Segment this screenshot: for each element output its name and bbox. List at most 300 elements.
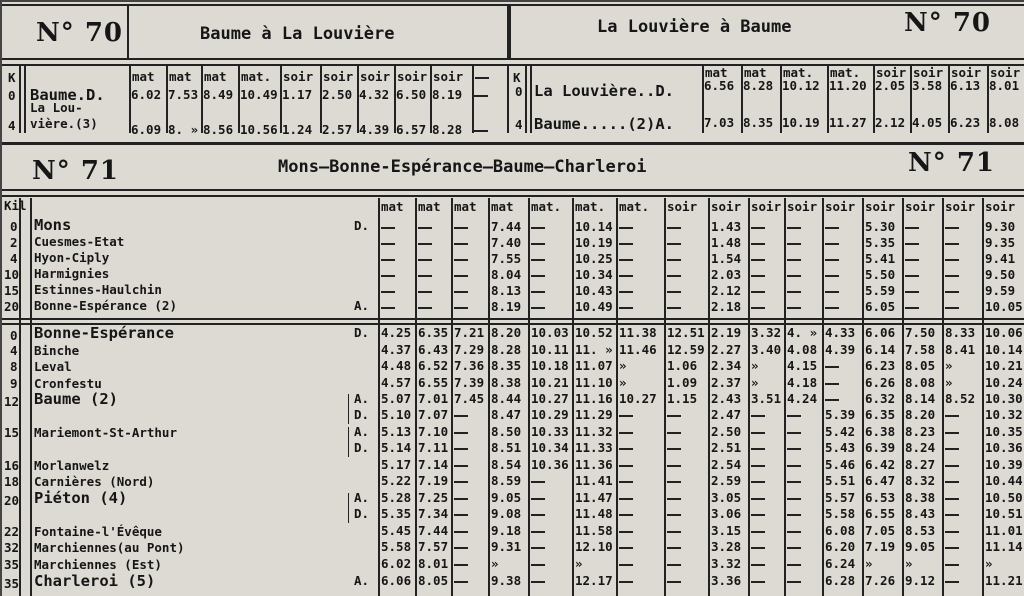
- time-cell: [381, 237, 395, 250]
- time-cell: [787, 253, 801, 266]
- time-cell: 9.18: [491, 523, 522, 538]
- time-cell: [751, 301, 765, 314]
- time-cell: [825, 269, 839, 282]
- time-cell: 1.06: [667, 358, 698, 373]
- time-cell: 5.17: [381, 457, 412, 472]
- time-cell: 10.33: [531, 424, 569, 439]
- time-cell: 12.17: [575, 573, 613, 588]
- time-cell: »: [985, 556, 993, 571]
- time-cell: [905, 221, 919, 234]
- time-cell: [787, 409, 801, 422]
- column-rule: [415, 198, 417, 596]
- km-marker: 20: [4, 493, 20, 508]
- time-cell: [418, 221, 432, 234]
- column-header: soir: [360, 69, 391, 84]
- time-cell: 2.34: [711, 358, 742, 373]
- column-header: soir: [787, 199, 818, 214]
- time-cell: 2.43: [711, 391, 742, 406]
- time-cell: 3.58: [912, 78, 943, 93]
- column-header: mat: [381, 199, 404, 214]
- column-header: mat: [744, 65, 767, 80]
- column-header: soir: [905, 199, 936, 214]
- table-70-number-left: N° 70: [36, 18, 123, 48]
- column-header: mat: [454, 199, 477, 214]
- time-cell: [531, 221, 545, 234]
- time-cell: »: [619, 375, 627, 390]
- time-cell: [531, 269, 545, 282]
- time-cell: 5.41: [865, 251, 896, 266]
- time-cell: [667, 409, 681, 422]
- time-cell: »: [865, 556, 873, 571]
- time-cell: 2.18: [711, 299, 742, 314]
- column-rule: [822, 198, 824, 596]
- station-name: Cronfestu: [34, 376, 102, 391]
- station-name: Harmignies: [34, 266, 110, 281]
- column-header: soir: [397, 69, 428, 84]
- time-cell: 7.57: [418, 539, 449, 554]
- time-cell: [531, 575, 545, 588]
- time-cell: 5.28: [381, 490, 412, 505]
- time-cell: 9.59: [985, 283, 1016, 298]
- time-cell: 5.35: [865, 235, 896, 250]
- time-cell: 8.19: [432, 87, 463, 102]
- time-cell: 6.38: [865, 424, 896, 439]
- time-cell: [667, 237, 681, 250]
- time-cell: [418, 237, 432, 250]
- column-header: soir: [433, 69, 464, 84]
- time-cell: [945, 301, 959, 314]
- time-cell: 5.35: [381, 506, 412, 521]
- table-70-route-right: La Louvière à Baume: [597, 17, 792, 37]
- time-cell: [454, 221, 468, 234]
- time-cell: 7.19: [865, 539, 896, 554]
- time-cell: 11.29: [575, 407, 613, 422]
- station-name: vière.(3): [30, 116, 98, 131]
- time-cell: [531, 301, 545, 314]
- time-cell: »: [905, 556, 913, 571]
- time-cell: 8.19: [491, 299, 522, 314]
- time-cell: [945, 285, 959, 298]
- time-cell: 5.59: [865, 283, 896, 298]
- time-cell: [787, 541, 801, 554]
- column-rule: [616, 198, 618, 596]
- station-name: Binche: [34, 343, 80, 358]
- time-cell: [619, 525, 633, 538]
- time-cell: [619, 253, 633, 266]
- time-cell: 4.37: [381, 342, 412, 357]
- time-cell: [454, 459, 468, 472]
- time-cell: 11.33: [575, 440, 613, 455]
- time-cell: 8.33: [945, 325, 976, 340]
- column-header: mat: [169, 69, 192, 84]
- time-cell: [619, 285, 633, 298]
- time-cell: 8.08: [905, 375, 936, 390]
- time-cell: [619, 301, 633, 314]
- time-cell: 6.39: [865, 440, 896, 455]
- time-cell: 3.06: [711, 506, 742, 521]
- time-cell: 6.50: [396, 87, 427, 102]
- time-cell: 8.56: [203, 122, 234, 137]
- column-header: mat.: [241, 69, 272, 84]
- time-cell: 7.36: [454, 358, 485, 373]
- time-cell: »: [751, 358, 759, 373]
- column-header: mat: [418, 199, 441, 214]
- column-header: soir: [323, 69, 354, 84]
- time-cell: [787, 475, 801, 488]
- time-cell: 8.04: [491, 267, 522, 282]
- time-cell: 8.51: [491, 440, 522, 455]
- station-name: Baume.D.: [30, 86, 105, 104]
- time-cell: [667, 285, 681, 298]
- time-cell: 11. »: [575, 342, 613, 357]
- time-cell: [945, 221, 959, 234]
- column-header: soir: [283, 69, 314, 84]
- time-cell: 9.50: [985, 267, 1016, 282]
- time-cell: [751, 426, 765, 439]
- time-cell: 6.13: [950, 78, 981, 93]
- time-cell: 11.32: [575, 424, 613, 439]
- time-cell: [418, 285, 432, 298]
- time-cell: 10.39: [985, 457, 1023, 472]
- time-cell: 8.01: [418, 556, 449, 571]
- time-cell: [667, 575, 681, 588]
- time-cell: [751, 459, 765, 472]
- column-rule: [525, 65, 527, 133]
- time-cell: 1.15: [667, 391, 698, 406]
- column-header: [475, 71, 489, 84]
- time-cell: 6.06: [381, 573, 412, 588]
- time-cell: [751, 541, 765, 554]
- column-header: soir: [865, 199, 896, 214]
- time-cell: [454, 541, 468, 554]
- time-cell: 6.32: [865, 391, 896, 406]
- time-cell: 8.35: [743, 115, 774, 130]
- station-name: La Louvière..D.: [534, 82, 674, 100]
- time-cell: 7.21: [454, 325, 485, 340]
- time-cell: [619, 426, 633, 439]
- row-rule: [2, 318, 1024, 320]
- time-cell: 8.54: [491, 457, 522, 472]
- column-header: soir: [985, 199, 1016, 214]
- column-header: mat.: [783, 65, 814, 80]
- arrival-departure-mark: A.: [354, 424, 370, 439]
- time-cell: 9.35: [985, 235, 1016, 250]
- time-cell: [667, 492, 681, 505]
- time-cell: 7.50: [905, 325, 936, 340]
- time-cell: [905, 237, 919, 250]
- time-cell: 10.30: [985, 391, 1023, 406]
- time-cell: [751, 475, 765, 488]
- time-cell: 2.50: [711, 424, 742, 439]
- time-cell: 8.35: [491, 358, 522, 373]
- time-cell: 9.08: [491, 506, 522, 521]
- time-cell: 7.34: [418, 506, 449, 521]
- time-cell: [787, 237, 801, 250]
- time-cell: 10.25: [575, 251, 613, 266]
- time-cell: 2.37: [711, 375, 742, 390]
- column-rule: [664, 198, 666, 596]
- time-cell: [474, 89, 488, 102]
- time-cell: 11.21: [985, 573, 1023, 588]
- time-cell: [619, 221, 633, 234]
- time-cell: 2.27: [711, 342, 742, 357]
- time-cell: [454, 558, 468, 571]
- time-cell: 4.08: [787, 342, 818, 357]
- time-cell: 7.40: [491, 235, 522, 250]
- column-header: soir: [913, 65, 944, 80]
- km-marker: 9: [10, 376, 18, 391]
- time-cell: 8.05: [905, 358, 936, 373]
- time-cell: 6.24: [825, 556, 856, 571]
- time-cell: [751, 492, 765, 505]
- time-cell: 11.58: [575, 523, 613, 538]
- time-cell: [945, 409, 959, 422]
- time-cell: 11.16: [575, 391, 613, 406]
- time-cell: 11.48: [575, 506, 613, 521]
- time-cell: 9.30: [985, 219, 1016, 234]
- time-cell: [945, 475, 959, 488]
- time-cell: 2.54: [711, 457, 742, 472]
- time-cell: [667, 301, 681, 314]
- time-cell: 8.32: [905, 473, 936, 488]
- time-cell: 6.53: [865, 490, 896, 505]
- time-cell: [945, 525, 959, 538]
- time-cell: 5.43: [825, 440, 856, 455]
- arrival-departure-mark: D.: [354, 218, 370, 233]
- table-71-number-left: N° 71: [32, 156, 119, 186]
- time-cell: [787, 508, 801, 521]
- km-marker: 15: [4, 283, 20, 298]
- time-cell: 6.52: [418, 358, 449, 373]
- time-cell: 5.58: [825, 506, 856, 521]
- time-cell: [751, 237, 765, 250]
- time-cell: »: [751, 375, 759, 390]
- time-cell: 8.52: [945, 391, 976, 406]
- time-cell: 5.07: [381, 391, 412, 406]
- time-cell: [667, 269, 681, 282]
- time-cell: [667, 442, 681, 455]
- time-cell: [418, 301, 432, 314]
- time-cell: [454, 409, 468, 422]
- time-cell: [531, 253, 545, 266]
- time-cell: 10.35: [985, 424, 1023, 439]
- time-cell: 6.56: [704, 78, 735, 93]
- time-cell: 1.43: [711, 219, 742, 234]
- time-cell: 6.43: [418, 342, 449, 357]
- time-cell: 6.35: [865, 407, 896, 422]
- time-cell: [454, 237, 468, 250]
- column-rule: [530, 65, 532, 133]
- time-cell: 1.09: [667, 375, 698, 390]
- time-cell: [454, 492, 468, 505]
- time-cell: 10.49: [240, 87, 278, 102]
- time-cell: 8.47: [491, 407, 522, 422]
- time-cell: [531, 475, 545, 488]
- arrival-departure-mark: A.: [354, 298, 370, 313]
- km-marker: 4: [8, 118, 16, 133]
- km-marker: 35: [4, 576, 20, 591]
- time-cell: 10.24: [985, 375, 1023, 390]
- time-cell: 11.01: [985, 523, 1023, 538]
- time-cell: 3.28: [711, 539, 742, 554]
- time-cell: [787, 426, 801, 439]
- time-cell: [619, 442, 633, 455]
- rule: [2, 195, 1024, 197]
- km-marker: 22: [4, 524, 20, 539]
- time-cell: [751, 575, 765, 588]
- time-cell: 2.03: [711, 267, 742, 282]
- time-cell: [454, 525, 468, 538]
- time-cell: [619, 269, 633, 282]
- time-cell: [751, 221, 765, 234]
- time-cell: 7.29: [454, 342, 485, 357]
- time-cell: 10.34: [531, 440, 569, 455]
- time-cell: 9.05: [905, 539, 936, 554]
- time-cell: [751, 558, 765, 571]
- k-label: K: [513, 70, 521, 85]
- time-cell: 1.54: [711, 251, 742, 266]
- time-cell: [454, 475, 468, 488]
- time-cell: 8.28: [432, 122, 463, 137]
- station-name: Mons: [34, 216, 72, 234]
- time-cell: 8.24: [905, 440, 936, 455]
- time-cell: [787, 459, 801, 472]
- time-cell: 5.13: [381, 424, 412, 439]
- time-cell: [825, 237, 839, 250]
- time-cell: 6.02: [381, 556, 412, 571]
- time-cell: [751, 285, 765, 298]
- time-cell: 5.45: [381, 523, 412, 538]
- time-cell: 6.42: [865, 457, 896, 472]
- time-cell: 6.35: [418, 325, 449, 340]
- time-cell: 7.58: [905, 342, 936, 357]
- station-name: La Lou-: [30, 100, 83, 115]
- time-cell: 8.13: [491, 283, 522, 298]
- time-cell: 3.51: [751, 391, 782, 406]
- time-cell: [619, 409, 633, 422]
- time-cell: [531, 237, 545, 250]
- arrival-departure-mark: A.: [354, 490, 370, 505]
- column-rule: [862, 198, 864, 596]
- top-border: [2, 4, 1024, 6]
- time-cell: 5.51: [825, 473, 856, 488]
- kil-label: Kil: [4, 198, 27, 213]
- km-marker: 4: [10, 251, 18, 266]
- column-rule: [451, 198, 453, 596]
- time-cell: 7.26: [865, 573, 896, 588]
- time-cell: 10.50: [985, 490, 1023, 505]
- time-cell: 5.10: [381, 407, 412, 422]
- column-header: mat.: [531, 199, 562, 214]
- divider: [507, 6, 511, 58]
- arrival-departure-mark: D.: [354, 440, 370, 455]
- time-cell: 10.56: [240, 122, 278, 137]
- time-cell: »: [945, 375, 953, 390]
- time-cell: 2.51: [711, 440, 742, 455]
- time-cell: [825, 285, 839, 298]
- time-cell: 1.24: [282, 122, 313, 137]
- time-cell: [825, 377, 839, 390]
- time-cell: 9.38: [491, 573, 522, 588]
- time-cell: [531, 558, 545, 571]
- table-71-route: Mons—Bonne-Espérance—Baume—Charleroi: [278, 157, 647, 177]
- time-cell: 4.39: [825, 342, 856, 357]
- time-cell: 6.23: [950, 115, 981, 130]
- station-name: Piéton (4): [34, 489, 128, 507]
- time-cell: 9.41: [985, 251, 1016, 266]
- time-cell: [945, 459, 959, 472]
- time-cell: 7.10: [418, 424, 449, 439]
- time-cell: 10.44: [985, 473, 1023, 488]
- km-marker: 15: [4, 425, 20, 440]
- time-cell: 6.09: [131, 122, 162, 137]
- time-cell: [619, 541, 633, 554]
- time-cell: 4.05: [912, 115, 943, 130]
- column-header: soir: [876, 65, 907, 80]
- time-cell: 5.30: [865, 219, 896, 234]
- time-cell: 2.12: [875, 115, 906, 130]
- km-marker: 35: [4, 557, 20, 572]
- km-marker: 16: [4, 458, 20, 473]
- time-cell: 8.38: [905, 490, 936, 505]
- time-cell: 6.23: [865, 358, 896, 373]
- time-cell: [454, 285, 468, 298]
- time-cell: 5.42: [825, 424, 856, 439]
- station-name: Cuesmes-Etat: [34, 234, 125, 249]
- time-cell: »: [491, 556, 499, 571]
- time-cell: 8.28: [743, 78, 774, 93]
- km-marker: 20: [4, 299, 20, 314]
- time-cell: 7.45: [454, 391, 485, 406]
- column-rule: [748, 198, 750, 596]
- time-cell: 8.59: [491, 473, 522, 488]
- time-cell: [751, 253, 765, 266]
- time-cell: 7.25: [418, 490, 449, 505]
- time-cell: [905, 269, 919, 282]
- time-cell: [787, 221, 801, 234]
- time-cell: [418, 253, 432, 266]
- time-cell: [619, 575, 633, 588]
- time-cell: 10.14: [985, 342, 1023, 357]
- time-cell: 11.14: [985, 539, 1023, 554]
- column-rule: [348, 427, 349, 457]
- time-cell: 3.40: [751, 342, 782, 357]
- km-marker: 2: [10, 235, 18, 250]
- time-cell: 11.36: [575, 457, 613, 472]
- column-rule: [784, 198, 786, 596]
- time-cell: 11.41: [575, 473, 613, 488]
- time-cell: [667, 508, 681, 521]
- time-cell: 12.10: [575, 539, 613, 554]
- divider: [127, 6, 129, 58]
- time-cell: [945, 269, 959, 282]
- arrival-departure-mark: A.: [354, 391, 370, 406]
- rule: [2, 58, 1024, 60]
- time-cell: 11.07: [575, 358, 613, 373]
- time-cell: 7.53: [168, 87, 199, 102]
- time-cell: 6.55: [865, 506, 896, 521]
- time-cell: [531, 508, 545, 521]
- time-cell: [751, 508, 765, 521]
- time-cell: 8.53: [905, 523, 936, 538]
- time-cell: [787, 301, 801, 314]
- time-cell: 10.18: [531, 358, 569, 373]
- time-cell: 10.11: [531, 342, 569, 357]
- column-header: soir: [990, 65, 1021, 80]
- time-cell: 2.59: [711, 473, 742, 488]
- time-cell: [905, 253, 919, 266]
- time-cell: 6.05: [865, 299, 896, 314]
